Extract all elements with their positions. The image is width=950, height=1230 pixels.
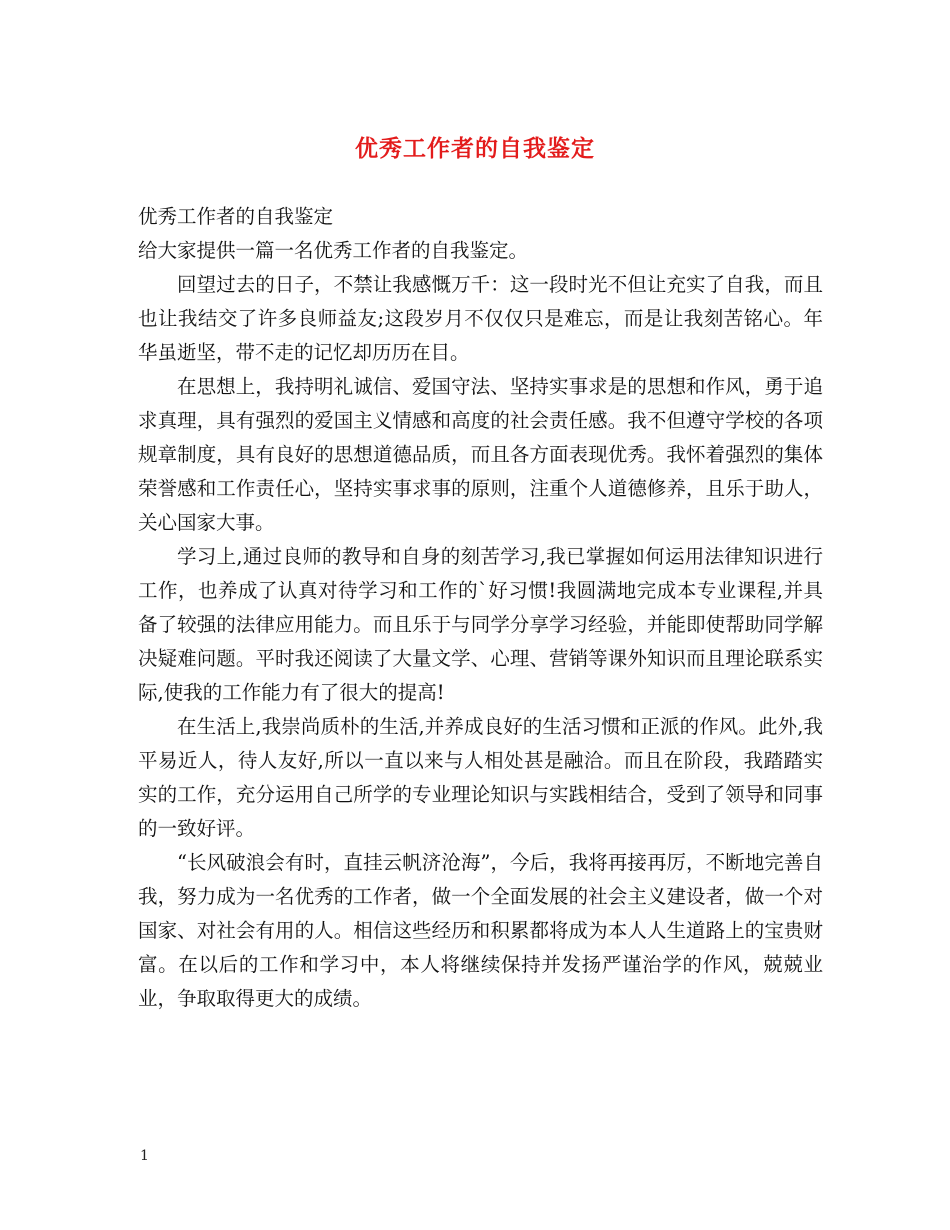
document-subtitle: 优秀工作者的自我鉴定 xyxy=(138,205,334,228)
document-body xyxy=(138,200,823,1016)
page-number: 1 xyxy=(140,1148,149,1164)
paragraph-reflection: 回望过去的日子，不禁让我感慨万千：这一段时光不但让充实了自我，而且也让我结交了许多良师益友;这段岁月不仅仅只是难忘，而是让我刻苦铭心。年华虽逝坚，带不走的记忆却历历在目。 xyxy=(138,273,823,364)
paragraph-thought: 在思想上，我持明礼诚信、爱国守法、坚持实事求是的思想和作风，勇于追求真理，具有强烈的爱国主义情感和高度的社会责任感。我不但遵守学校的各项规章制度，具有良好的思想道德品质，而且各方面表现优秀。我怀着强烈的集体荣誉感和工作责任心，坚持实事求事的原则，注重个人道德修养，且乐于助人，关心国家大事。 xyxy=(138,375,823,534)
document-intro: 给大家提供一篇一名优秀工作者的自我鉴定。 xyxy=(138,239,529,262)
paragraph-life: 在生活上,我崇尚质朴的生活,并养成良好的生活习惯和正派的作风。此外,我平易近人，待人友好,所以一直以来与人相处甚是融洽。而且在阶段，我踏踏实实的工作，充分运用自己所学的专业理论知识与实践相结合，受到了领导和同事的一致好评。 xyxy=(138,715,823,840)
paragraph-study: 学习上,通过良师的教导和自身的刻苦学习,我已掌握如何运用法律知识进行工作，也养成了认真对待学习和工作的`好习惯!我圆满地完成本专业课程,并具备了较强的法律应用能力。而且乐于与同学分享学习经验，并能即使帮助同学解决疑难问题。平时我还阅读了大量文学、心理、营销等课外知识而且理论联系实际,使我的工作能力有了很大的提高! xyxy=(138,545,823,704)
document-title: 优秀工作者的自我鉴定 xyxy=(355,135,595,162)
paragraph-outlook: “长风破浪会有时，直挂云帆济沧海”，今后，我将再接再厉，不断地完善自我，努力成为一名优秀的工作者，做一个全面发展的社会主义建设者，做一个对国家、对社会有用的人。相信这些经历和积累都将成为本人人生道路上的宝贵财富。在以后的工作和学习中，本人将继续保持并发扬严谨治学的作风，兢兢业业，争取取得更大的成绩。 xyxy=(138,851,823,1010)
